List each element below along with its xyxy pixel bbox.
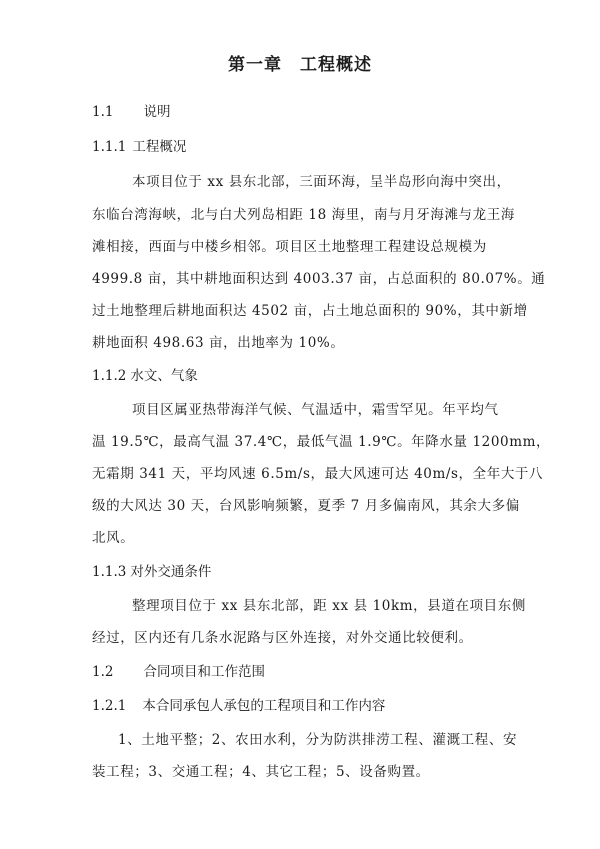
chapter-title bbox=[0, 50, 600, 75]
paragraph-line: 东临台湾海峡，北与白犬列岛相距 18 海里，南与月牙海滩与龙王海 bbox=[92, 207, 515, 223]
section-number: 1.1.1 bbox=[92, 139, 127, 155]
paragraph-line: 温 19.5℃，最高气温 37.4℃，最低气温 1.9℃。年降水量 1200mm， bbox=[92, 434, 551, 450]
paragraph-line: 项目区属亚热带海洋气候、气温适中，霜雪罕见。年平均气 bbox=[132, 402, 499, 418]
paragraph-line: 1、土地平整；2、农田水利，分为防洪排涝工程、灌溉工程、安 bbox=[118, 732, 518, 748]
paragraph-line: 北风。 bbox=[92, 530, 135, 546]
section-number: 1.2.1 bbox=[92, 698, 127, 714]
section-title: 对外交通条件 bbox=[130, 564, 212, 580]
section-title: 说明 bbox=[143, 104, 171, 120]
section-number: 1.1.3 bbox=[92, 564, 127, 580]
paragraph-line: 本项目位于 xx 县东北部，三面环海，呈半岛形向海中突出， bbox=[132, 174, 511, 190]
section-heading-1-1-1 bbox=[92, 135, 186, 155]
section-heading-1-2-1 bbox=[92, 694, 385, 714]
chapter-number: 第一章 bbox=[228, 55, 282, 75]
chapter-title-text: 工程概述 bbox=[300, 55, 372, 75]
paragraph-line: 级的大风达 30 天，台风影响频繁，夏季 7 月多偏南风，其余大多偏 bbox=[92, 498, 520, 514]
paragraph-line: 整理项目位于 xx 县东北部，距 xx 县 10km，县道在项目东侧 bbox=[132, 598, 526, 614]
section-heading-1-1 bbox=[92, 100, 170, 120]
section-heading-1-1-3 bbox=[92, 560, 211, 580]
section-title: 水文、气象 bbox=[130, 368, 198, 384]
paragraph-line: 耕地面积 498.63 亩，出地率为 10%。 bbox=[92, 335, 345, 351]
paragraph-line: 过土地整理后耕地面积达 4502 亩，占土地总面积的 90%，其中新增 bbox=[92, 303, 528, 319]
section-number: 1.1 bbox=[92, 104, 114, 120]
section-heading-1-1-2 bbox=[92, 364, 198, 384]
section-title: 工程概况 bbox=[132, 139, 187, 155]
section-number: 1.2 bbox=[92, 664, 114, 680]
paragraph-line: 4999.8 亩，其中耕地面积达到 4003.37 亩，占总面积的 80.07%。通 bbox=[92, 271, 546, 287]
paragraph-line: 装工程；3、交通工程；4、其它工程；5、设备购置。 bbox=[92, 764, 430, 780]
section-title: 合同项目和工作范围 bbox=[143, 664, 265, 680]
paragraph-line: 无霜期 341 天，平均风速 6.5m/s，最大风速可达 40m/s，全年大于八 bbox=[92, 466, 544, 482]
paragraph-line: 滩相接，西面与中楼乡相邻。项目区土地整理工程建设总规模为 bbox=[92, 239, 487, 255]
section-heading-1-2 bbox=[92, 660, 265, 680]
section-number: 1.1.2 bbox=[92, 368, 127, 384]
paragraph-line: 经过，区内还有几条水泥路与区外连接，对外交通比较便利。 bbox=[92, 630, 473, 646]
section-title: 本合同承包人承包的工程项目和工作内容 bbox=[142, 698, 386, 714]
